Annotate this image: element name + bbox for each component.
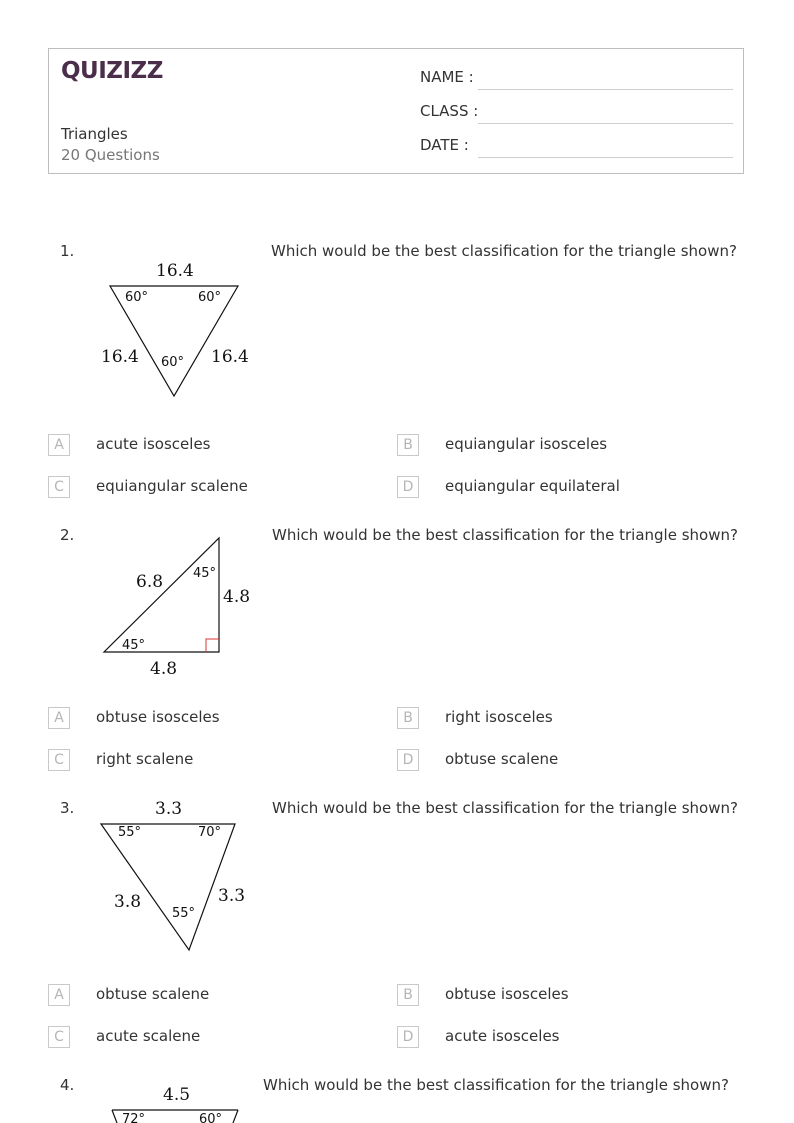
option-a-box[interactable]: A (48, 984, 70, 1006)
option-a-box[interactable]: A (48, 434, 70, 456)
question-number: 4. (60, 1076, 75, 1094)
option-b-text[interactable]: equiangular isosceles (445, 435, 608, 453)
option-c-text[interactable]: equiangular scalene (96, 477, 248, 495)
option-b-text[interactable]: right isosceles (445, 708, 553, 726)
side-label-hypotenuse: 6.8 (136, 572, 164, 592)
option-b-box[interactable]: B (397, 434, 419, 456)
side-label-top: 4.5 (163, 1085, 191, 1105)
worksheet-header (48, 48, 744, 174)
name-label: NAME : (420, 68, 474, 86)
option-c-box[interactable]: C (48, 749, 70, 771)
side-label-right: 3.3 (218, 886, 246, 906)
option-c-box[interactable]: C (48, 1026, 70, 1048)
class-label: CLASS : (420, 102, 479, 120)
side-label-left: 3.8 (114, 892, 142, 912)
question-text: Which would be the best classification for the triangle shown? (272, 799, 738, 817)
option-b-text[interactable]: obtuse isosceles (445, 985, 569, 1003)
option-d-box[interactable]: D (397, 749, 419, 771)
angle-label: 72° (122, 1112, 146, 1123)
option-d-text[interactable]: equiangular equilateral (445, 477, 620, 495)
side-label-base: 4.8 (150, 659, 178, 679)
angle-label: 60° (199, 1112, 223, 1123)
angle-label: 55° (118, 825, 142, 840)
option-a-box[interactable]: A (48, 707, 70, 729)
side-label-top: 16.4 (156, 261, 194, 281)
side-label-top: 3.3 (155, 799, 183, 819)
question-number: 2. (60, 526, 75, 544)
angle-label: 60° (125, 290, 149, 305)
date-field[interactable] (478, 157, 733, 158)
angle-label: 45° (122, 638, 146, 653)
option-b-box[interactable]: B (397, 984, 419, 1006)
option-c-box[interactable]: C (48, 476, 70, 498)
option-d-text[interactable]: acute isosceles (445, 1027, 560, 1045)
question-number: 3. (60, 799, 75, 817)
option-b-box[interactable]: B (397, 707, 419, 729)
option-d-text[interactable]: obtuse scalene (445, 750, 559, 768)
side-label-right: 16.4 (211, 347, 249, 367)
side-label-vertical: 4.8 (223, 587, 251, 607)
question-text: Which would be the best classification for the triangle shown? (272, 526, 738, 544)
option-a-text[interactable]: obtuse scalene (96, 985, 210, 1003)
option-d-box[interactable]: D (397, 1026, 419, 1048)
option-c-text[interactable]: acute scalene (96, 1027, 201, 1045)
question-number: 1. (60, 242, 75, 260)
option-a-text[interactable]: obtuse isosceles (96, 708, 220, 726)
question-text: Which would be the best classification for the triangle shown? (271, 242, 737, 260)
option-d-box[interactable]: D (397, 476, 419, 498)
angle-label: 55° (172, 906, 196, 921)
angle-label: 60° (198, 290, 222, 305)
angle-label: 60° (161, 355, 185, 370)
option-c-text[interactable]: right scalene (96, 750, 194, 768)
side-label-left: 16.4 (101, 347, 139, 367)
date-label: DATE : (420, 136, 469, 154)
triangle-figure (95, 530, 265, 680)
name-field[interactable] (478, 89, 733, 90)
question-count: 20 Questions (61, 146, 160, 164)
triangle-figure (95, 795, 265, 955)
option-a-text[interactable]: acute isosceles (96, 435, 211, 453)
class-field[interactable] (478, 123, 733, 124)
angle-label: 70° (198, 825, 222, 840)
triangle-figure (95, 1078, 265, 1123)
worksheet-title: Triangles (61, 125, 128, 143)
triangle-figure (95, 255, 265, 405)
question-text: Which would be the best classification for the triangle shown? (263, 1076, 729, 1094)
angle-label: 45° (193, 566, 217, 581)
quizizz-logo: QUIZIZZ (61, 58, 163, 84)
